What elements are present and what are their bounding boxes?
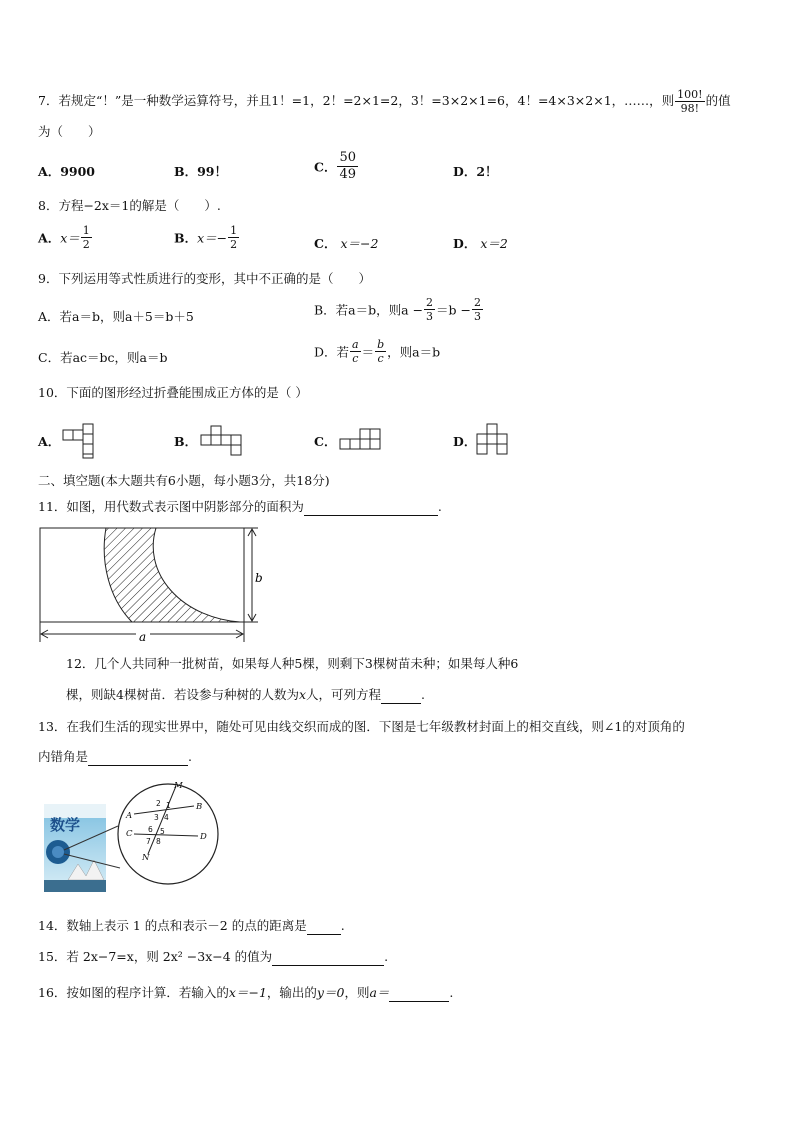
label-n: N bbox=[142, 853, 150, 863]
q7-fraction: $\frac{100!}{98!}$ bbox=[677, 88, 703, 115]
label-b: B bbox=[196, 802, 203, 812]
q9-option-c: C．若ac＝bc，则a＝b bbox=[38, 350, 168, 365]
answer-blank bbox=[272, 951, 384, 966]
q10-net-a bbox=[62, 423, 98, 459]
q8-option-b: B．x＝− $\frac{1}{2}$ bbox=[174, 224, 238, 251]
answer-blank bbox=[381, 689, 421, 704]
q11-figure bbox=[36, 524, 276, 646]
section-heading: 二、填空题(本大题共有6小题，每小题3分，共18分) bbox=[38, 473, 330, 488]
angle-2: 2 bbox=[156, 799, 161, 808]
angle-1: 1 bbox=[166, 801, 171, 810]
q10-net-c bbox=[339, 428, 385, 454]
q10-option-c: C． bbox=[314, 434, 337, 449]
label-a: a bbox=[139, 630, 147, 644]
angle-4: 4 bbox=[164, 813, 169, 822]
q10-option-d: D． bbox=[453, 434, 477, 449]
book-title: 数学 bbox=[50, 816, 81, 834]
q12-stem-line1: 12．几个人共同种一批树苗，如果每人种5棵，则剩下3棵树苗未种；如果每人种6 bbox=[66, 656, 519, 671]
q8-option-c: C． x＝−2 bbox=[314, 236, 379, 251]
q8-option-a: A．x＝ $\frac{1}{2}$ bbox=[38, 224, 90, 251]
shaded-region bbox=[104, 528, 240, 622]
answer-blank bbox=[389, 987, 449, 1002]
q9-option-a: A．若a＝b，则a＋5＝b＋5 bbox=[38, 309, 194, 324]
angle-7: 7 bbox=[146, 837, 151, 846]
angle-6: 6 bbox=[148, 825, 153, 834]
q10-option-a: A． bbox=[38, 434, 61, 449]
answer-blank bbox=[304, 501, 438, 516]
q11-stem: 11．如图，用代数式表示图中阴影部分的面积为 . bbox=[38, 499, 442, 514]
q7-option-c: C． $\frac{50}{49}$ bbox=[314, 150, 356, 182]
label-a: A bbox=[126, 811, 133, 821]
q12-stem-line2: 棵，则缺4棵树苗．若设参与种树的人数为x人，可列方程 . bbox=[66, 687, 426, 702]
q13-stem-line2: 内错角是 . bbox=[38, 749, 192, 764]
q10-option-b: B． bbox=[174, 434, 198, 449]
q10-net-d bbox=[476, 423, 512, 459]
q9-stem: 9．下列运用等式性质进行的变形，其中不正确的是（ ） bbox=[38, 271, 371, 286]
angle-3: 3 bbox=[154, 813, 159, 822]
label-m: M bbox=[174, 781, 183, 791]
q15-stem: 15．若 2x−7=x，则 2x² −3x−4 的值为 . bbox=[38, 949, 389, 964]
q9-option-d: D．若 $\frac{a}{c}$ ＝ $\frac{b}{c}$ ，则a＝b bbox=[314, 338, 441, 365]
q10-stem: 10．下面的图形经过折叠能围成正方体的是（ ） bbox=[38, 385, 308, 400]
q7-text: 7．若规定“！”是一种数学运算符号，并且1！=1，2！=2×1=2，3！=3×2×1=6，4！=4×3×2×1，……，则 bbox=[38, 93, 675, 108]
q7-option-d: D．2！ bbox=[453, 164, 498, 179]
label-b: b bbox=[255, 571, 263, 585]
label-c: C bbox=[126, 829, 133, 839]
q7-option-a: A．9900 bbox=[38, 164, 95, 179]
q9-option-b: B．若a＝b，则a − $\frac{2}{3}$ ＝b − $\frac{2}{3}$ bbox=[314, 296, 481, 323]
angle-5: 5 bbox=[160, 827, 165, 836]
label-d: D bbox=[200, 832, 207, 842]
answer-blank bbox=[307, 920, 341, 935]
q7-option-b: B．99！ bbox=[174, 164, 227, 179]
q16-stem: 16．按如图的程序计算．若输入的x＝−1，输出的y＝0，则a＝ . bbox=[38, 985, 454, 1000]
angle-8: 8 bbox=[156, 837, 161, 846]
textbook-cover bbox=[44, 804, 106, 892]
q8-stem: 8．方程−2x＝1的解是（ ）. bbox=[38, 198, 221, 213]
q14-stem: 14．数轴上表示 1 的点和表示－2 的点的距离是 . bbox=[38, 918, 345, 933]
q13-figure bbox=[42, 776, 228, 896]
q8-option-d: D． x＝2 bbox=[453, 236, 508, 251]
q7-stem: 7．若规定“！”是一种数学运算符号，并且1！=1，2！=2×1=2，3！=3×2×1=6，4！=4×3×2×1，……，则 $\frac{100!}{98!}$ 的值 bbox=[38, 88, 731, 115]
q10-net-b bbox=[200, 425, 246, 457]
answer-blank bbox=[88, 751, 188, 766]
q7-stem-cont: 为（ ） bbox=[38, 124, 101, 139]
q13-stem-line1: 13．在我们生活的现实世界中，随处可见由线交织而成的图．下图是七年级教材封面上的相交直线，则∠1的对顶角的 bbox=[38, 719, 685, 734]
